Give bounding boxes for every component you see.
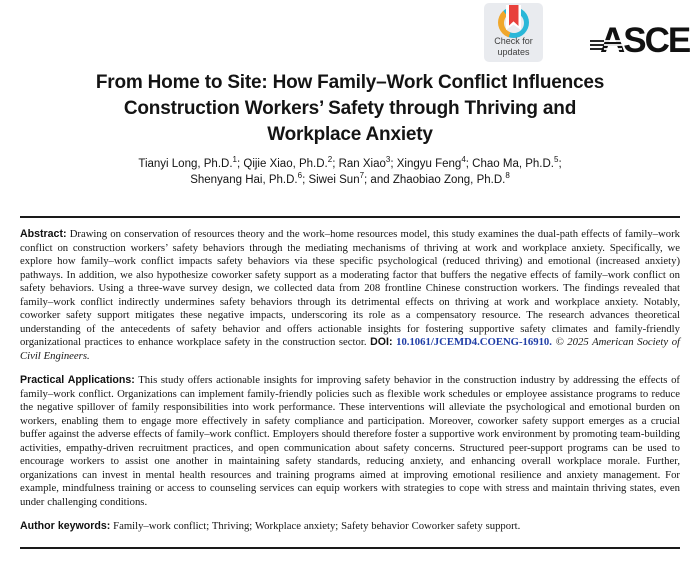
practical-applications-label: Practical Applications:	[20, 374, 135, 386]
abstract-text: Drawing on conservation of resources theory and the work–home resources model, this study examines the dual-path effects of family–work conflict on construction workers’ safety behaviors through the mediating mechanisms of thriving at work and workplace anxiety. Specifically, we explore how family–work conflict impacts safety behaviors via these specific psychological (reduced thriving) and emotional (increased anxiety) pathways. In addition, we also hypothesize coworker safety support as a moderating factor that buffers the negative effects of family–work conflict on safety behaviors. Using a three-wave survey design, we collected data from 208 frontline Chinese construction workers. The findings revealed that family–work conflict indirectly undermines safety behaviors through its detrimental effects on thriving at work and workplace anxiety. Notably, coworker safety support mitigates these negative impacts, underscoring its role as a compensatory resource. The research advances theoretical understanding of the antecedents of safety behavior and offers actionable insights for fostering supportive safety climates and family-friendly organizational practices to enhance workplace safety in the construction sector.	[20, 228, 680, 348]
abstract-label: Abstract:	[20, 228, 67, 240]
practical-applications-text: This study offers actionable insights for improving safety behavior in the construction industry by addressing the effects of family–work conflict. Organizations can implement family-friendly policies such as flexible work schedules or employee assistance programs to reduce the negative spillover of family responsibilities into work performance. These interventions will alleviate the psychological and emotional burden on workers, enabling them to engage more effectively in safety compliance and participation. Moreover, coworker safety support emerges as a crucial buffer against the adverse effects of family–work conflict. Employers should therefore foster a supportive work environment by promoting team-building activities, empathy-driven recruitment practices, and open communication about safety concerns. Structured peer-support programs can be used to encourage workers to assist one another in maintaining safety standards, reducing anxiety, and enhancing overall workplace morale. Further, organizations can invest in mental health resources and training programs aimed at improving emotional resilience and anxiety management. For example, mindfulness training or access to counseling services can equip workers with strategies to cope with stress and maintain thriving states, even under challenging conditions.	[20, 374, 681, 508]
copyright-text: © 2025 American Society of Civil Engineers.	[20, 336, 681, 362]
author-keywords-text: Family–work conflict; Thriving; Workplace anxiety; Safety behavior Coworker safety support.	[113, 520, 521, 532]
check-for-updates-label	[484, 36, 543, 57]
asce-logo-text: ASCE	[600, 21, 690, 60]
author-list: Tianyi Long, Ph.D.$^1$; Qijie Xiao, Ph.D.$^2$; Ran Xiao$^3$; Xingyu Feng$^4$; Chao Ma, Ph.D.$^5$; Shenyang Hai, Ph.D.$^6$; Siwei Sun$^7$; and Zhaobiao Zong, Ph.D.$^8$	[138, 155, 562, 186]
doi-link[interactable]: 10.1061/JCEMD4.COENG-16910.	[396, 336, 552, 348]
author-keywords-label: Author keywords:	[20, 520, 111, 532]
asce-logo	[590, 18, 700, 60]
abstract-paragraph	[20, 228, 680, 363]
divider-bottom	[20, 547, 680, 549]
page-header	[20, 0, 690, 66]
check-for-updates-badge[interactable]	[484, 3, 543, 62]
asce-logo-graphic	[590, 18, 700, 60]
divider-top	[20, 216, 680, 218]
paper-title: From Home to Site: How Family–Work Conflict Influences Construction Workers’ Safety through Thriving and Workplace Anxiety	[95, 72, 605, 145]
author-keywords-paragraph	[20, 520, 680, 534]
check-for-updates-label-line2: updates	[497, 46, 530, 57]
doi-label: DOI:	[370, 336, 393, 348]
bookmark-icon-fill	[509, 5, 519, 26]
practical-applications-paragraph	[20, 374, 680, 509]
check-for-updates-label-line1: Check for	[494, 36, 533, 46]
